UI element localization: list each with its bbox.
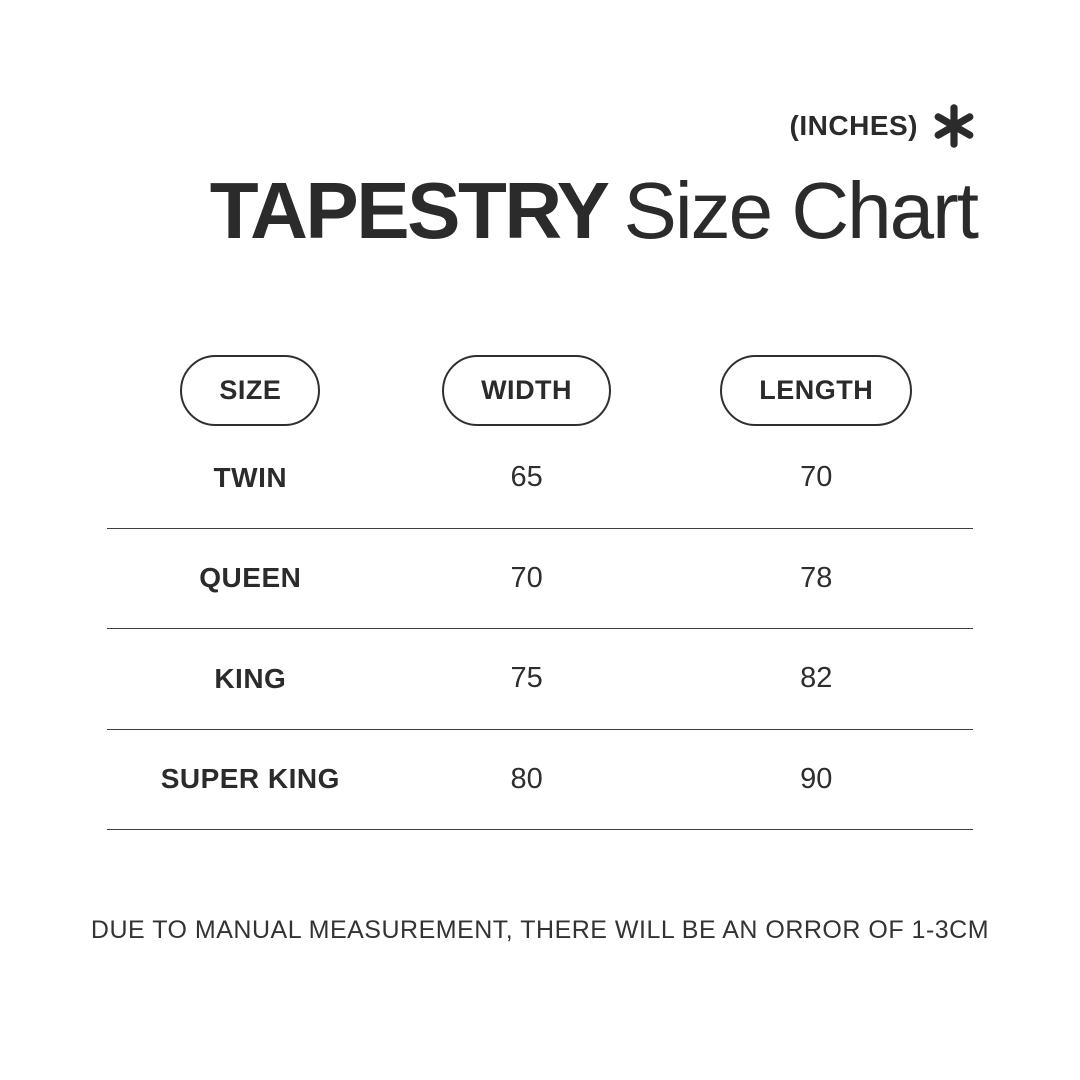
length-value: 70	[800, 461, 833, 494]
table-row-twin	[107, 428, 973, 529]
size-label: SUPER KING	[160, 763, 340, 795]
unit-label: (INCHES)	[789, 110, 918, 141]
width-value: 65	[510, 461, 543, 494]
asterisk-icon	[931, 103, 977, 149]
column-pill-size: SIZE	[180, 355, 320, 426]
size-label: KING	[214, 662, 287, 694]
title-product-name: TAPESTRY	[209, 166, 608, 255]
measurement-note: DUE TO MANUAL MEASUREMENT, THERE WILL BE AN ORROR OF 1-3CM	[90, 916, 990, 944]
unit-row	[790, 100, 977, 152]
column-pill-length: LENGTH	[720, 355, 912, 426]
header-cell-length	[660, 355, 973, 428]
size-table	[107, 355, 973, 830]
table-row-queen	[107, 529, 973, 630]
page-title	[210, 166, 977, 256]
width-value: 70	[510, 561, 543, 594]
size-label: QUEEN	[199, 562, 302, 594]
table-row-super-king	[107, 730, 973, 831]
length-value: 90	[800, 762, 833, 795]
table-row-king	[107, 629, 973, 730]
length-value: 82	[800, 662, 833, 695]
width-value: 80	[510, 762, 543, 795]
title-suffix: Size Chart	[623, 166, 977, 255]
size-label: TWIN	[213, 461, 288, 493]
header-cell-size	[107, 355, 394, 428]
length-value: 78	[800, 561, 833, 594]
column-pill-width: WIDTH	[442, 355, 611, 426]
header-cell-width	[394, 355, 660, 428]
width-value: 75	[510, 662, 543, 695]
table-header-row	[107, 355, 973, 428]
